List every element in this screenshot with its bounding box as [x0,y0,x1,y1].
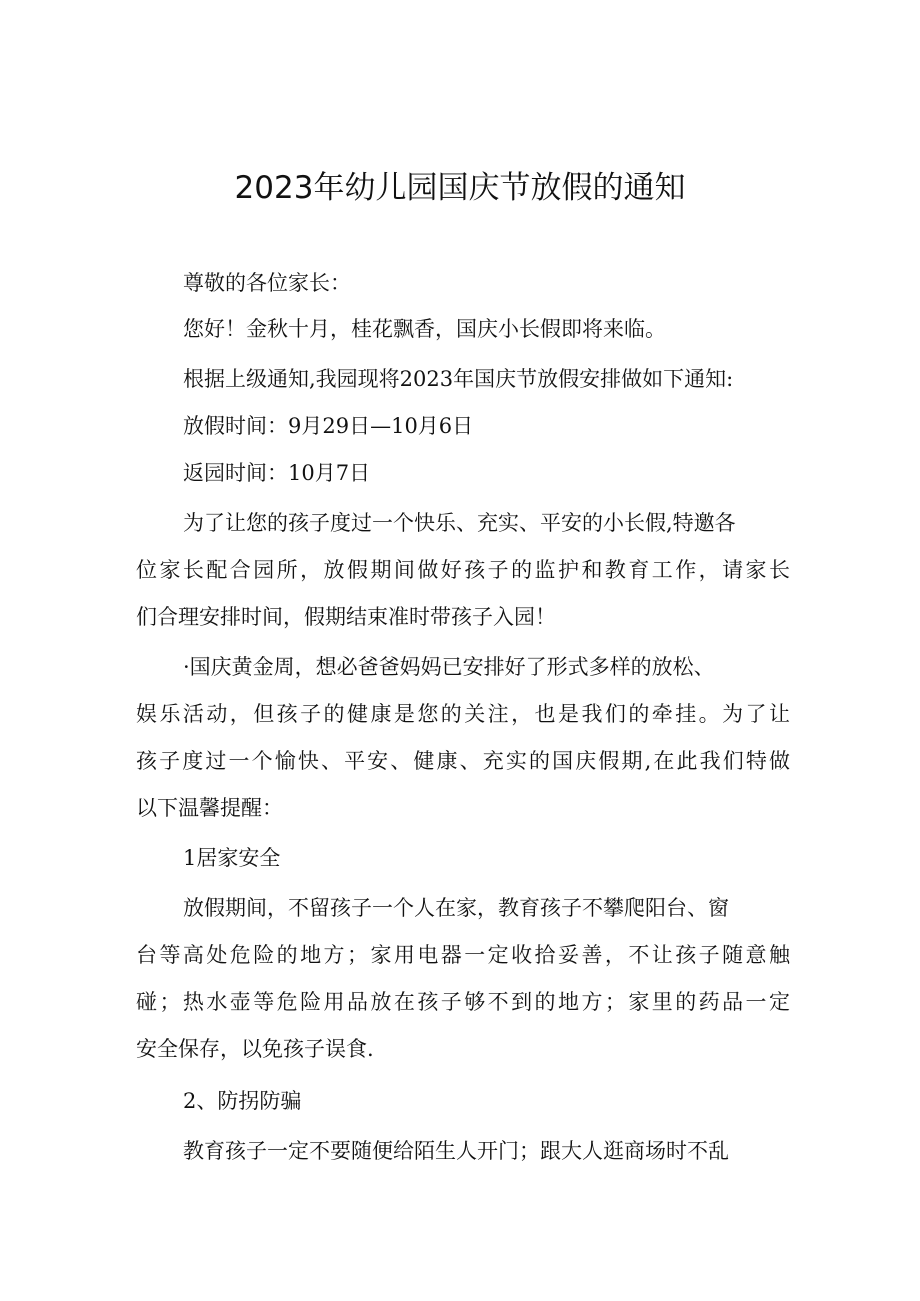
paragraph-line: 孩子度过一个愉快、平安、健康、充实的国庆假期,在此我们特做 [136,749,790,773]
paragraph-line: 安全保存，以免孩子误食. [136,1037,374,1061]
paragraph-line: 娱乐活动，但孩子的健康是您的关注，也是我们的牵挂。为了让 [136,702,790,726]
page-title: 2023年幼儿园国庆节放假的通知 [234,170,686,206]
holiday-time: 放假时间：9月29日—10月6日 [183,414,474,438]
paragraph-line: 台等高处危险的地方；家用电器一定收拾妥善，不让孩子随意触 [136,943,790,967]
paragraph-line: 碰；热水壶等危险用品放在孩子够不到的地方；家里的药品一定 [136,990,790,1014]
return-time: 返园时间：10月7日 [183,461,371,485]
intro-line: 您好！金秋十月，桂花飘香，国庆小长假即将来临。 [183,317,666,341]
paragraph-line: 教育孩子一定不要随便给陌生人开门；跟大人逛商场时不乱 [183,1139,729,1163]
section-heading-anti-abduction: 2、防拐防骗 [183,1089,302,1113]
paragraph-line: 放假期间，不留孩子一个人在家，教育孩子不攀爬阳台、窗 [183,896,729,920]
greeting: 尊敬的各位家长： [183,271,351,295]
paragraph-line: 以下温馨提醒： [136,796,283,820]
paragraph-line: ·国庆黄金周，想必爸爸妈妈已安排好了形式多样的放松、 [183,655,715,679]
paragraph-line: 们合理安排时间，假期结束准时带孩子入园！ [136,605,556,629]
paragraph-line: 位家长配合园所，放假期间做好孩子的监护和教育工作，请家长 [136,558,790,582]
basis-line: 根据上级通知,我园现将2023年国庆节放假安排做如下通知: [183,367,734,391]
paragraph-line: 为了让您的孩子度过一个快乐、充实、平安的小长假,特邀各 [183,511,736,535]
section-heading-home-safety: 1居家安全 [183,846,281,870]
